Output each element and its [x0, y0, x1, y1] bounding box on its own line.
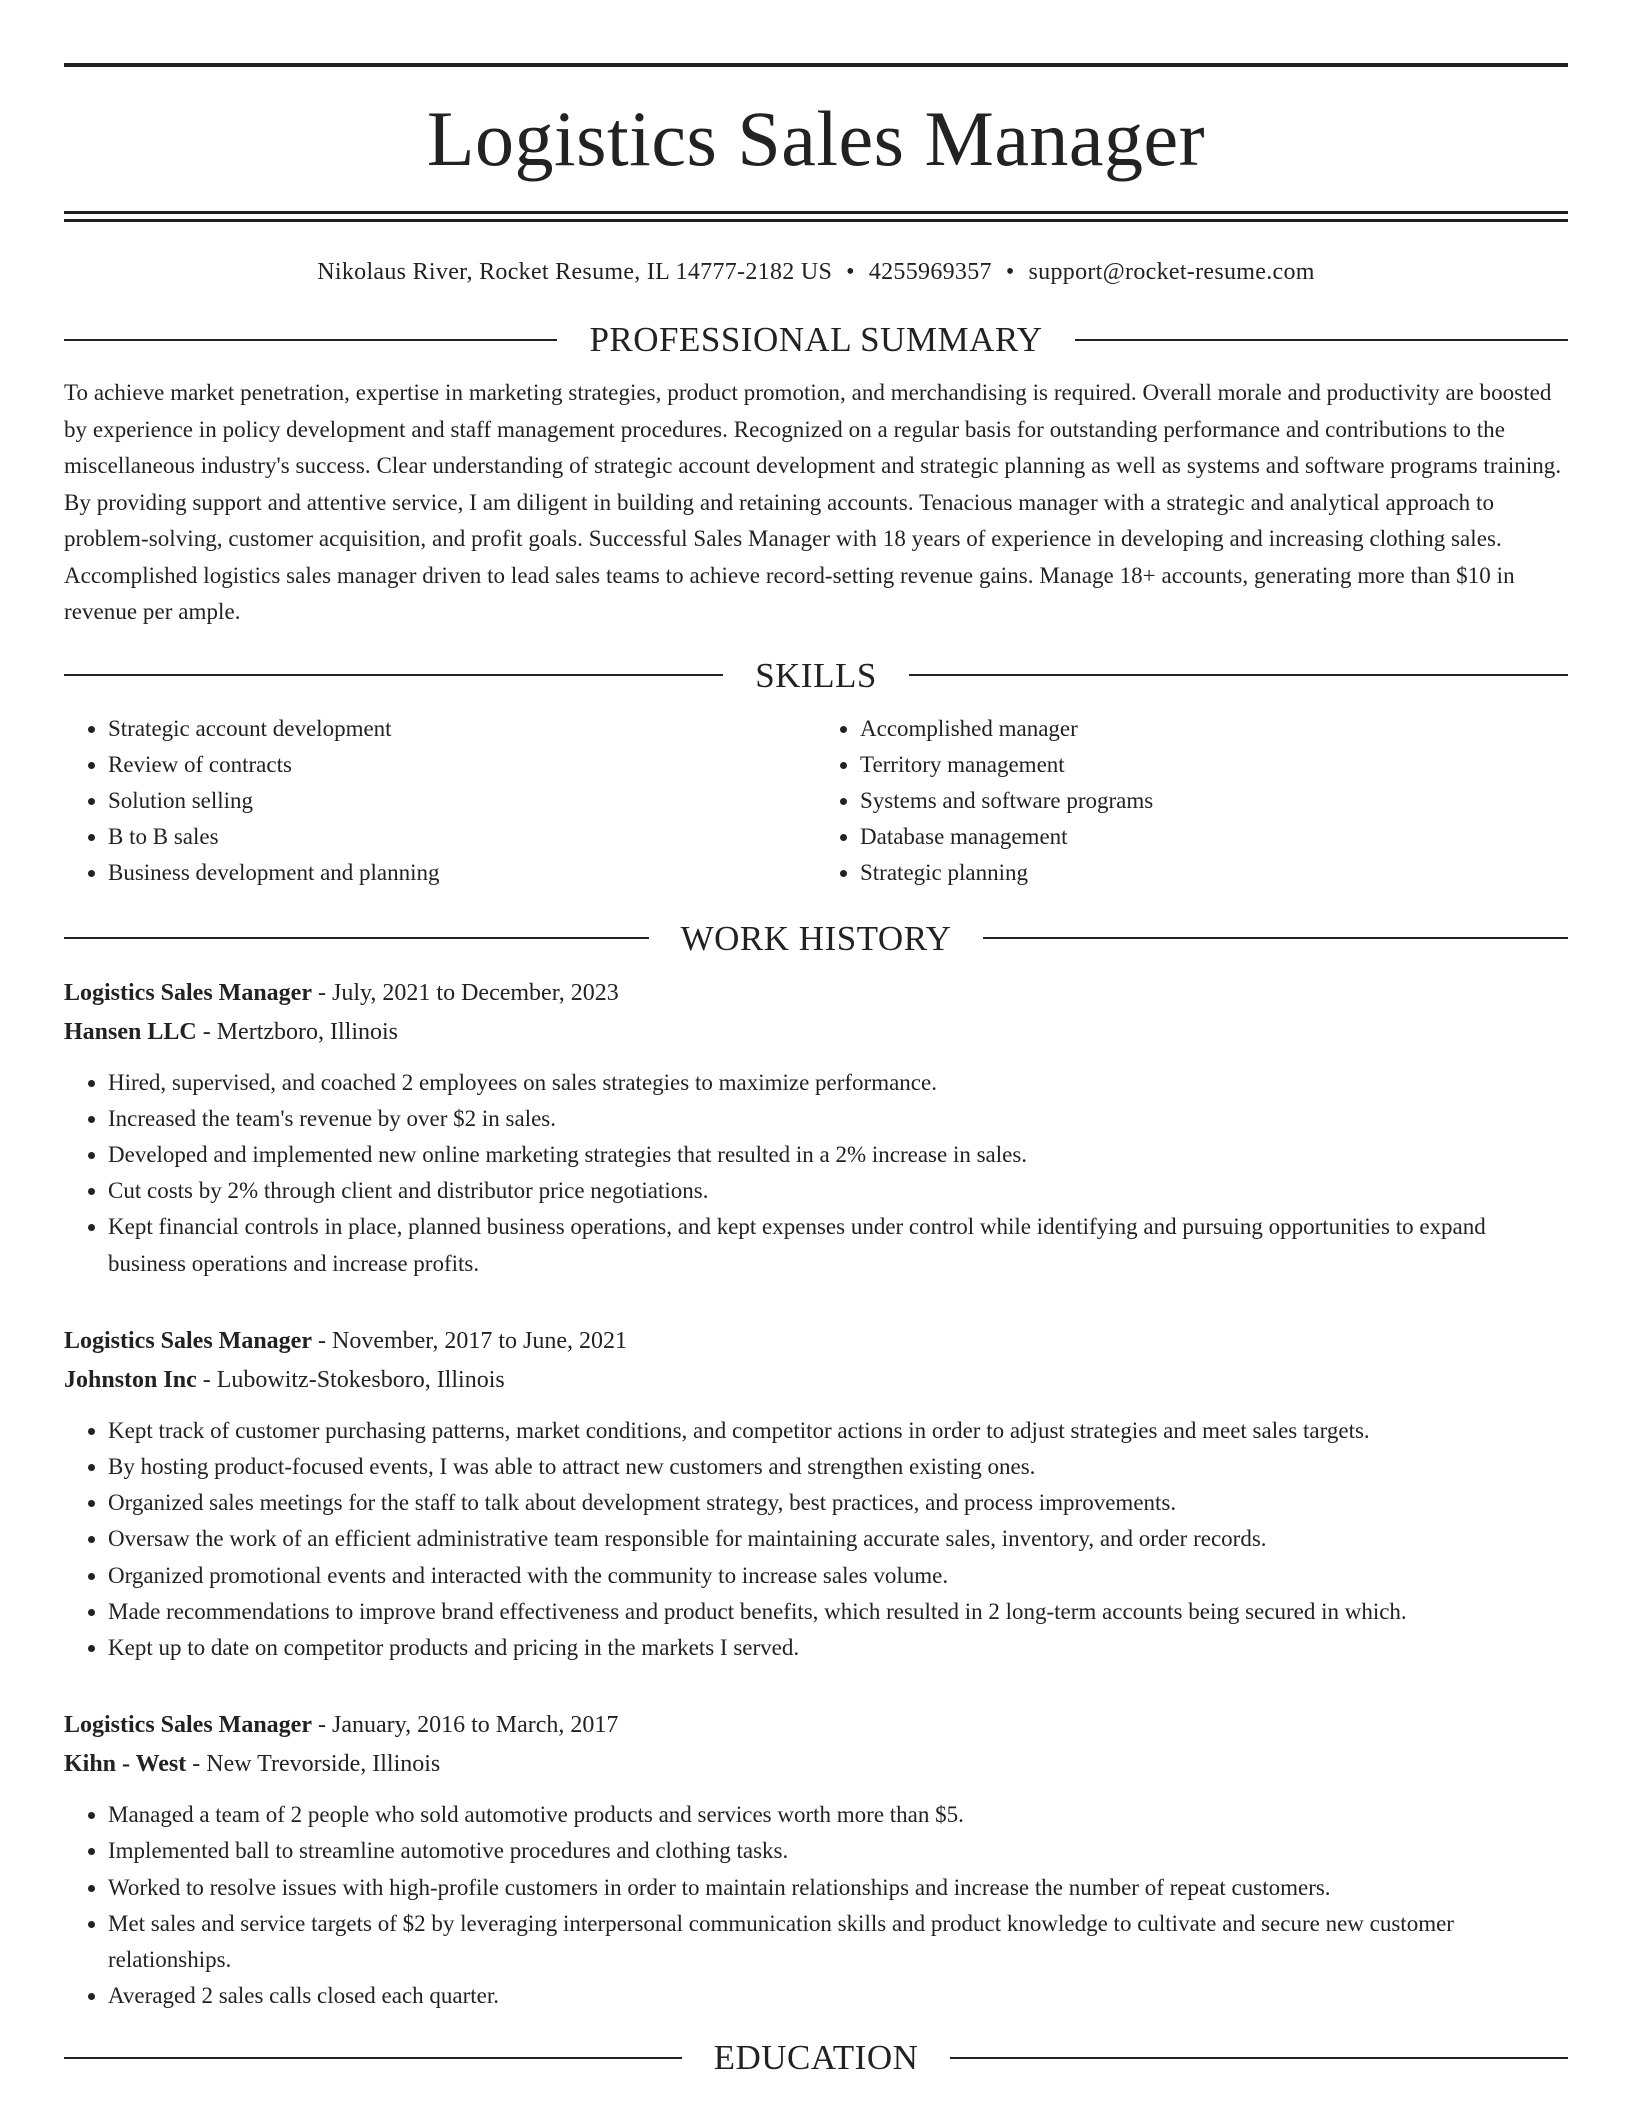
- contact-line: [64, 260, 1568, 284]
- contact-phone: 4255969357: [868, 259, 992, 285]
- contact-separator: •: [846, 259, 855, 285]
- job-bullet: • Hired, supervised, and coached 2 employees on sales strategies to maximize performance.: [108, 1065, 1568, 1101]
- skills-heading-label: SKILLS: [755, 655, 877, 695]
- job-entry: [64, 974, 1568, 1282]
- skills-list: [64, 711, 1568, 891]
- job-company: Kihn - West: [64, 1751, 187, 1778]
- heading-rule-right: [909, 674, 1568, 676]
- skill-item: • Strategic account development: [108, 711, 816, 747]
- job-bullet: • Organized promotional events and interacted with the community to increase sales volume.: [108, 1558, 1568, 1594]
- dash: -: [311, 1327, 332, 1354]
- job-bullet: • Developed and implemented new online marketing strategies that resulted in a 2% increase in sales.: [108, 1137, 1568, 1173]
- dash: -: [196, 1018, 217, 1045]
- job-dates: January, 2016 to March, 2017: [331, 1712, 619, 1739]
- skill-item: • Solution selling: [108, 783, 816, 819]
- job-bullet: • Kept up to date on competitor products and pricing in the markets I served.: [108, 1630, 1568, 1666]
- skill-item: • Territory management: [860, 747, 1568, 783]
- job-bullet: • Managed a team of 2 people who sold automotive products and services worth more than $5.: [108, 1797, 1568, 1833]
- job-title: Logistics Sales Manager: [64, 1327, 312, 1354]
- resume-title: Logistics Sales Manager: [426, 95, 1206, 182]
- summary-heading-label: PROFESSIONAL SUMMARY: [589, 320, 1043, 359]
- skill-item: • Database management: [860, 819, 1568, 855]
- dash: -: [186, 1751, 207, 1778]
- job-company-line: [64, 1745, 1568, 1784]
- job-company-line: [64, 1013, 1568, 1052]
- job-location: Lubowitz-Stokesboro, Illinois: [216, 1366, 505, 1393]
- job-bullet: • Averaged 2 sales calls closed each quarter.: [108, 1978, 1568, 2014]
- job-entry: [64, 1322, 1568, 1666]
- job-dates: July, 2021 to December, 2023: [331, 979, 619, 1006]
- dash: -: [311, 1712, 332, 1739]
- job-company: Hansen LLC: [64, 1018, 197, 1045]
- heading-rule-left: [64, 339, 557, 341]
- job-bullets: [64, 1413, 1568, 1666]
- skill-item: • Business development and planning: [108, 855, 816, 891]
- heading-rule-right: [1075, 339, 1568, 341]
- job-title-line: [64, 1706, 1568, 1745]
- heading-rule-right: [983, 937, 1568, 939]
- resume-page: [64, 0, 1568, 2078]
- job-bullets: [64, 1797, 1568, 2014]
- contact-separator: •: [1005, 259, 1015, 285]
- job-title-line: [64, 1322, 1568, 1361]
- job-bullet: • Kept track of customer purchasing patterns, market conditions, and competitor actions in order to adjust strategies and meet sales targets.: [108, 1413, 1568, 1449]
- skill-item: • B to B sales: [108, 819, 816, 855]
- heading-rule-left: [64, 937, 649, 939]
- job-location: Mertzboro, Illinois: [216, 1018, 399, 1045]
- job-dates: November, 2017 to June, 2021: [331, 1327, 627, 1354]
- job-location: New Trevorside, Illinois: [206, 1751, 441, 1778]
- skills-column-left: [64, 711, 816, 891]
- dash: -: [196, 1366, 217, 1393]
- skill-item: • Accomplished manager: [860, 711, 1568, 747]
- professional-summary-text: To achieve market penetration, expertise in marketing strategies, product promotion, and merchandising is required. Overall morale and productivity are boosted by experience in policy development and staff management procedures. Recognized on a regular basis for outstanding performance and contributions to the miscellaneous industry's success. Clear understanding of strategic account development and strategic planning as well as systems and software programs training. By providing support and attentive service, I am diligent in building and retaining accounts. Tenacious manager with a strategic and analytical approach to problem-solving, customer acquisition, and profit goals. Successful Sales Manager with 18 years of experience in developing and increasing clothing sales. Accomplished logistics sales manager driven to lead sales teams to achieve record-setting revenue gains. Manage 18+ accounts, generating more than $10 in revenue per ample.: [64, 380, 1562, 624]
- job-company-line: [64, 1361, 1568, 1400]
- skill-item: • Systems and software programs: [860, 783, 1568, 819]
- heading-rule-left: [64, 2057, 682, 2059]
- job-title-line: [64, 974, 1568, 1013]
- job-bullet: • Made recommendations to improve brand effectiveness and product benefits, which resulted in 2 long-term accounts being secured in which.: [108, 1594, 1568, 1630]
- work-history-heading-label: WORK HISTORY: [680, 918, 952, 958]
- job-bullet: • Oversaw the work of an efficient administrative team responsible for maintaining accurate sales, inventory, and order records.: [108, 1521, 1568, 1557]
- job-entry: [64, 1706, 1568, 2014]
- work-history-heading: [64, 918, 1568, 958]
- education-heading: [64, 2038, 1568, 2078]
- job-bullet: • By hosting product-focused events, I was able to attract new customers and strengthen existing ones.: [108, 1449, 1568, 1485]
- skills-heading: [64, 655, 1568, 695]
- heading-rule-left: [64, 674, 723, 676]
- education-heading-label: EDUCATION: [713, 2038, 919, 2078]
- job-bullet: • Cut costs by 2% through client and distributor price negotiations.: [108, 1173, 1568, 1209]
- job-bullets: [64, 1065, 1568, 1282]
- job-bullet: • Worked to resolve issues with high-profile customers in order to maintain relationships and increase the number of repeat customers.: [108, 1870, 1568, 1906]
- contact-address: Nikolaus River, Rocket Resume, IL 14777-2182 US: [317, 259, 833, 285]
- summary-heading: [64, 322, 1568, 357]
- job-bullet: • Increased the team's revenue by over $2 in sales.: [108, 1101, 1568, 1137]
- dash: -: [311, 979, 332, 1006]
- job-bullet: • Organized sales meetings for the staff to talk about development strategy, best practices, and process improvements.: [108, 1485, 1568, 1521]
- job-bullet: • Kept financial controls in place, planned business operations, and kept expenses under control while identifying and pursuing opportunities to expand business operations and increase profits.: [108, 1209, 1568, 1281]
- job-title: Logistics Sales Manager: [64, 1712, 312, 1739]
- skills-column-right: [816, 711, 1568, 891]
- contact-email: support@rocket-resume.com: [1028, 259, 1315, 285]
- heading-rule-right: [950, 2057, 1568, 2059]
- skill-item: • Review of contracts: [108, 747, 816, 783]
- job-company: Johnston Inc: [64, 1366, 197, 1393]
- job-bullet: • Met sales and service targets of $2 by leveraging interpersonal communication skills and product knowledge to cultivate and secure new customer relationships.: [108, 1906, 1568, 1978]
- job-bullet: • Implemented ball to streamline automotive procedures and clothing tasks.: [108, 1833, 1568, 1869]
- header-double-rule: [64, 211, 1568, 222]
- skill-item: • Strategic planning: [860, 855, 1568, 891]
- job-title: Logistics Sales Manager: [64, 979, 312, 1006]
